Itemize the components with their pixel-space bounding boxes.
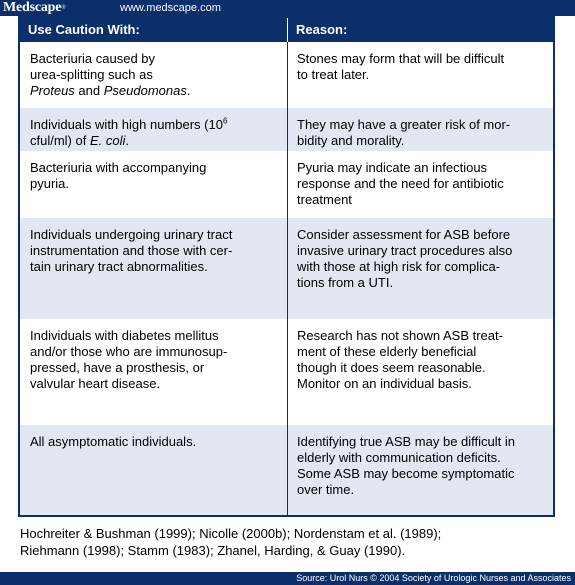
caution-text: Individuals with high numbers (10	[30, 117, 223, 132]
column-divider	[287, 108, 288, 151]
caution-text: cful/ml) of	[30, 133, 87, 148]
table-row	[20, 108, 553, 151]
citation-text: Hochreiter & Bushman (1999); Nicolle (2000b); Nordenstam et al. (1989); Riehmann (1998); Stamm (1983); Zhanel, Harding, & Guay (1990).	[20, 526, 442, 558]
source-text: Source: Urol Nurs © 2004 Society of Urologic Nurses and Associates	[296, 573, 571, 583]
medscape-logo[interactable]: Medscape®	[3, 0, 66, 15]
column-header-reason: Reason:	[296, 22, 348, 37]
caution-cell	[30, 51, 280, 99]
column-header-caution: Use Caution With:	[28, 22, 140, 37]
caution-text: All asymptomatic individuals.	[30, 434, 197, 449]
column-divider	[287, 151, 288, 218]
caution-text: .	[186, 83, 191, 98]
caution-text: Proteus	[30, 83, 75, 98]
top-banner	[0, 0, 575, 16]
reason-cell: Identifying true ASB may be difficult in elderly with communication deficits. Some ASB may become symptomatic over time.	[297, 434, 515, 497]
caution-cell	[30, 117, 280, 149]
table-row	[20, 151, 553, 218]
caution-text: Bacteriuria with accompanying pyuria.	[30, 160, 207, 191]
header-divider	[287, 18, 288, 42]
table-row	[20, 218, 553, 319]
reason-cell: Stones may form that will be difficult to treat later.	[297, 51, 505, 82]
caution-text: E. coli	[89, 133, 126, 148]
caution-cell	[30, 227, 280, 275]
table-header	[20, 18, 553, 42]
caution-text: Bacteriuria caused by urea-splitting such as	[30, 51, 156, 82]
reason-cell: Consider assessment for ASB before invasive urinary tract procedures also with those at high risk for complica- tions from a UTI.	[297, 227, 513, 290]
caution-cell	[30, 160, 280, 192]
caution-text: and	[74, 83, 104, 98]
site-url[interactable]: www.medscape.com	[120, 2, 221, 14]
reason-cell: Research has not shown ASB treat- ment of these elderly beneficial though it does seem reasonable. Monitor on an individual basis.	[297, 328, 503, 391]
source-footer	[0, 572, 575, 585]
table-row	[20, 319, 553, 425]
caution-text: Individuals with diabetes mellitus and/or those who are immunosup- pressed, have a prosthesis, or valvular heart disease.	[30, 328, 228, 391]
caution-cell	[30, 328, 280, 392]
caution-text: Pseudomonas	[103, 83, 187, 98]
caution-cell	[30, 434, 280, 450]
caution-text: 6	[222, 116, 228, 126]
reason-cell: Pyuria may indicate an infectious response and the need for antibiotic treatment	[297, 160, 504, 207]
column-divider	[287, 218, 288, 319]
table-row	[20, 425, 553, 515]
table-row	[20, 42, 553, 108]
column-divider	[287, 319, 288, 425]
reason-cell: They may have a greater risk of mor- bidity and morality.	[297, 117, 511, 148]
caution-text: Individuals undergoing urinary tract instrumentation and those with cer- tain urinary tract abnormalities.	[30, 227, 233, 274]
column-divider	[287, 42, 288, 108]
column-divider	[287, 425, 288, 515]
caution-text: .	[125, 133, 129, 148]
